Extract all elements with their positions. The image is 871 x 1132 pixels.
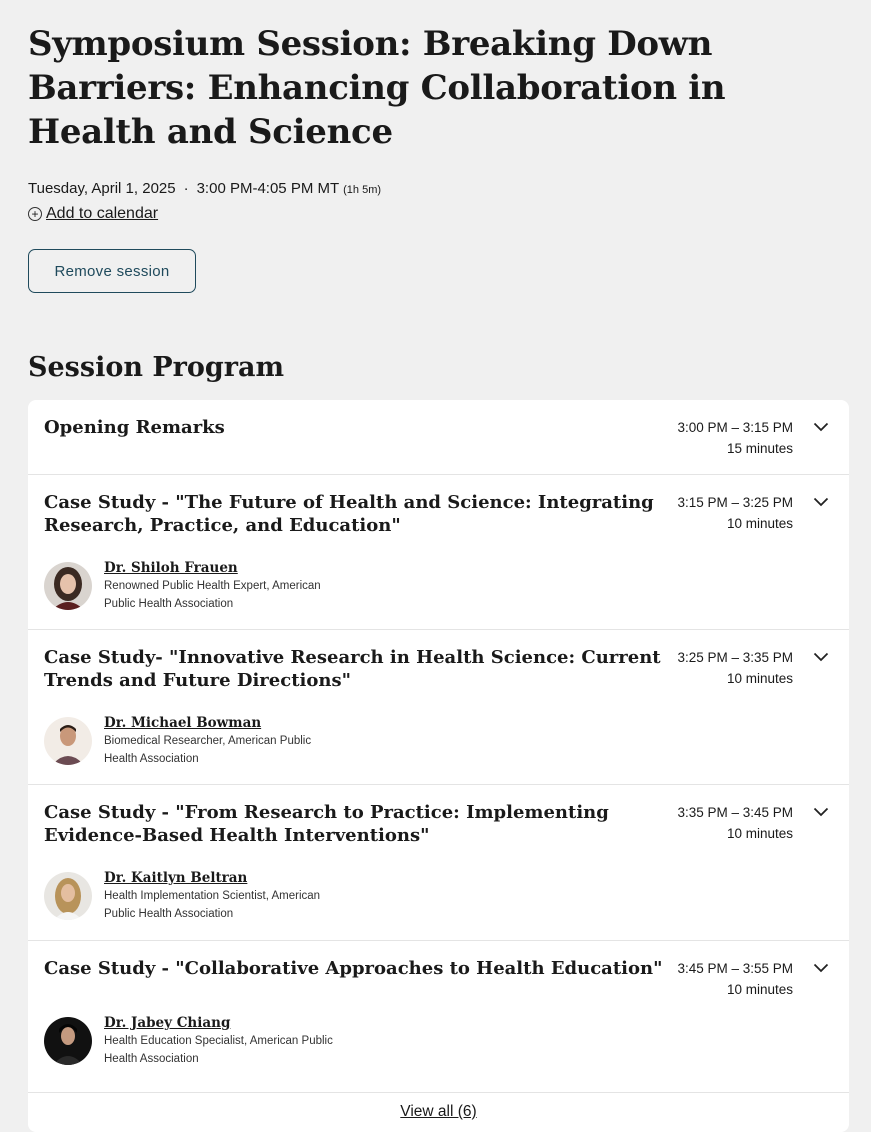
program-item[interactable] (28, 785, 849, 941)
add-to-calendar-link[interactable] (28, 205, 849, 223)
session-program-list (28, 400, 849, 1132)
speaker-name-link[interactable]: Dr. Michael Bowman (104, 715, 262, 731)
program-item-timerange: 3:15 PM – 3:25 PM (677, 495, 793, 510)
speaker-role: Renowned Public Health Expert, American Public Health Association (104, 580, 321, 610)
session-date: Tuesday, April 1, 2025 (28, 180, 176, 197)
view-all-container (28, 1093, 849, 1132)
add-to-calendar-label: Add to calendar (46, 205, 159, 222)
program-item-title: Case Study- "Innovative Research in Health Science: Current Trends and Future Directions" (44, 647, 661, 691)
program-item-duration: 10 minutes (726, 516, 793, 531)
remove-session-button[interactable]: Remove session (28, 249, 196, 293)
chevron-down-icon[interactable] (813, 650, 829, 664)
view-all-link[interactable]: View all (6) (400, 1103, 477, 1120)
page-title: Symposium Session: Breaking Down Barriers: Enhancing Collaboration in Health and Science (28, 24, 726, 152)
chevron-down-icon[interactable] (813, 961, 829, 975)
program-item-title: Case Study - "Collaborative Approaches to Health Education" (44, 958, 663, 979)
speaker (44, 869, 833, 923)
program-item-duration: 10 minutes (726, 671, 793, 686)
program-item-time (677, 802, 793, 844)
program-item-timerange: 3:35 PM – 3:45 PM (677, 805, 793, 820)
speaker-name-link[interactable]: Dr. Kaitlyn Beltran (104, 870, 248, 886)
program-item-time (677, 647, 793, 689)
program-item-timerange: 3:25 PM – 3:35 PM (677, 650, 793, 665)
speaker-role: Health Implementation Scientist, American Public Health Association (104, 890, 321, 920)
speaker (44, 559, 833, 613)
program-item-timerange: 3:45 PM – 3:55 PM (677, 961, 793, 976)
program-item[interactable] (28, 400, 849, 475)
program-item-title: Opening Remarks (44, 417, 225, 438)
speaker (44, 714, 833, 768)
program-item[interactable] (28, 941, 849, 1093)
program-item-title: Case Study - "The Future of Health and Science: Integrating Research, Practice, and Education" (44, 492, 654, 536)
session-time: 3:00 PM-4:05 PM MT (196, 180, 340, 197)
speaker-name-link[interactable]: Dr. Shiloh Frauen (104, 560, 238, 576)
speaker (44, 1014, 833, 1068)
program-item[interactable] (28, 630, 849, 785)
program-item-duration: 10 minutes (726, 826, 793, 841)
avatar (44, 872, 92, 920)
avatar (44, 717, 92, 765)
program-item-timerange: 3:00 PM – 3:15 PM (677, 420, 793, 435)
program-item-duration: 10 minutes (726, 982, 793, 997)
speaker-name-link[interactable]: Dr. Jabey Chiang (104, 1015, 231, 1031)
chevron-down-icon[interactable] (813, 495, 829, 509)
program-item-duration: 15 minutes (726, 441, 793, 456)
chevron-down-icon[interactable] (813, 805, 829, 819)
program-item[interactable] (28, 475, 849, 630)
program-item-title: Case Study - "From Research to Practice: Implementing Evidence-Based Health Interventions" (44, 802, 609, 846)
session-duration: (1h 5m) (343, 184, 382, 196)
speaker-role: Biomedical Researcher, American Public Health Association (104, 735, 312, 765)
avatar (44, 562, 92, 610)
section-heading: Session Program (28, 352, 285, 383)
program-item-time (677, 958, 793, 1000)
program-item-time (677, 417, 793, 459)
avatar (44, 1017, 92, 1065)
program-item-time (677, 492, 793, 534)
session-datetime (28, 180, 849, 197)
chevron-down-icon[interactable] (813, 420, 829, 434)
plus-circle-icon: + (28, 207, 42, 221)
speaker-role: Health Education Specialist, American Public Health Association (104, 1035, 333, 1065)
separator: · (183, 180, 189, 197)
